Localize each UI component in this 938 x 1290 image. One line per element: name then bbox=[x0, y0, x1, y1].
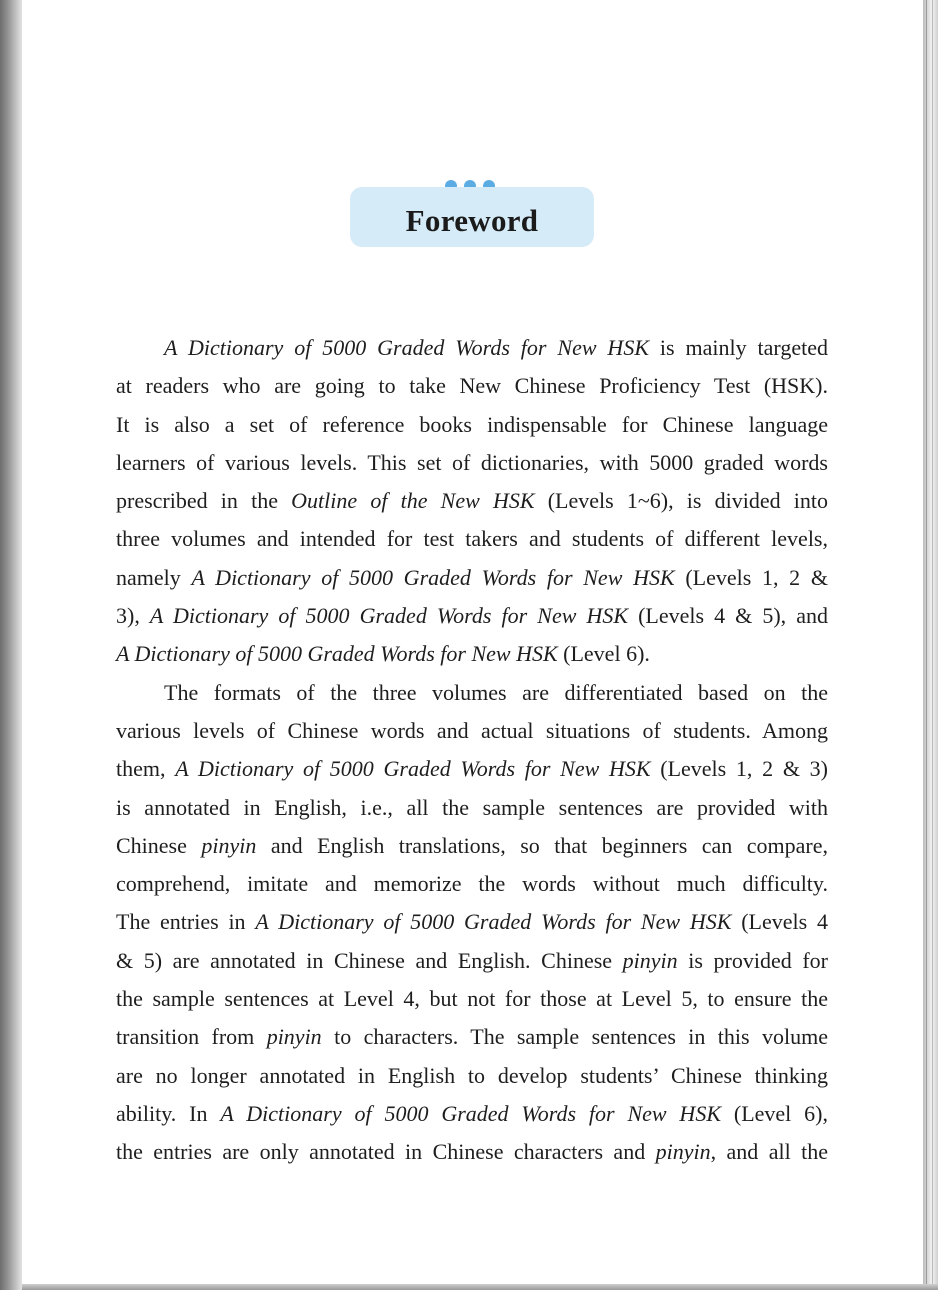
italic-title-text: A Dictionary of 5000 Graded Words for New HSK bbox=[149, 603, 629, 629]
text-line bbox=[116, 1057, 828, 1095]
text-line bbox=[116, 406, 828, 444]
italic-title-text: A Dictionary of 5000 Graded Words for New HSK bbox=[191, 564, 675, 590]
body-text-segment: and English translations, so that beginners can compare, bbox=[256, 832, 828, 858]
text-line bbox=[116, 865, 828, 903]
body-text-segment: Chinese bbox=[116, 832, 202, 858]
text-line bbox=[116, 789, 828, 827]
body-text-segment: 3), bbox=[116, 603, 150, 629]
body-text-segment: The formats of the three volumes are differentiated based on the bbox=[164, 679, 828, 705]
italic-title-text: A Dictionary of 5000 Graded Words for New HSK bbox=[175, 756, 651, 782]
italic-title-text: pinyin bbox=[655, 1139, 711, 1165]
text-line bbox=[116, 712, 828, 750]
text-line bbox=[116, 1095, 828, 1133]
text-line bbox=[116, 1018, 828, 1056]
body-text-segment: & 5) are annotated in Chinese and English. Chinese bbox=[116, 947, 623, 973]
body-text-segment: various levels of Chinese words and actual situations of students. Among bbox=[116, 717, 828, 743]
text-line bbox=[116, 1133, 828, 1171]
body-text-segment: to characters. The sample sentences in this volume bbox=[321, 1024, 828, 1050]
body-text-segment: (Levels 1~6), is divided into bbox=[534, 488, 829, 514]
body-text-segment: learners of various levels. This set of dictionaries, with 5000 graded words bbox=[116, 449, 828, 475]
body-text-segment: (Levels 1, 2 & 3) bbox=[650, 756, 828, 782]
body-text-segment: the sample sentences at Level 4, but not for those at Level 5, to ensure the bbox=[116, 986, 828, 1012]
body-text-segment: comprehend, imitate and memorize the words without much difficulty. bbox=[116, 871, 828, 897]
body-text-segment: namely bbox=[116, 564, 192, 590]
body-text-segment: The entries in bbox=[116, 909, 256, 935]
italic-title-text: pinyin bbox=[622, 947, 678, 973]
body-text-segment: (Level 6), bbox=[721, 1100, 828, 1126]
body-text-segment: three volumes and intended for test takers and students of different levels, bbox=[116, 526, 828, 552]
heading-box bbox=[350, 187, 594, 247]
italic-title-text: pinyin bbox=[266, 1024, 322, 1050]
foreword-body bbox=[116, 329, 828, 1172]
page-stack-edge bbox=[923, 0, 938, 1290]
page-bottom-edge bbox=[22, 1284, 938, 1290]
body-text-segment: (Levels 4 & 5), and bbox=[628, 603, 829, 629]
italic-title-text: A Dictionary of 5000 Graded Words for New HSK bbox=[164, 335, 649, 360]
body-text-segment: transition from bbox=[116, 1024, 267, 1050]
text-line bbox=[116, 520, 828, 558]
text-line bbox=[116, 444, 828, 482]
text-line bbox=[116, 980, 828, 1018]
text-line bbox=[116, 329, 828, 367]
italic-title-text: A Dictionary of 5000 Graded Words for New HSK bbox=[220, 1100, 721, 1126]
text-line bbox=[116, 674, 828, 712]
body-text-segment: It is also a set of reference books indispensable for Chinese language bbox=[116, 411, 828, 437]
text-line bbox=[116, 635, 828, 673]
body-text-segment: is mainly targeted bbox=[649, 335, 828, 360]
text-line bbox=[116, 597, 828, 635]
body-text-segment: is annotated in English, i.e., all the sample sentences are provided with bbox=[116, 794, 828, 820]
italic-title-text: pinyin bbox=[201, 832, 257, 858]
body-text-segment: (Level 6). bbox=[557, 641, 650, 667]
text-line bbox=[116, 750, 828, 788]
italic-title-text: Outline of the New HSK bbox=[291, 488, 535, 514]
text-line bbox=[116, 942, 828, 980]
body-text-segment: the entries are only annotated in Chinese characters and bbox=[116, 1139, 656, 1165]
body-text-segment: is provided for bbox=[677, 947, 828, 973]
body-text-segment: , and all the bbox=[710, 1139, 828, 1165]
text-line bbox=[116, 482, 828, 520]
body-text-segment: (Levels 4 bbox=[731, 909, 828, 935]
text-line bbox=[116, 827, 828, 865]
text-line bbox=[116, 559, 828, 597]
body-text-segment: prescribed in the bbox=[116, 488, 292, 514]
text-line bbox=[116, 367, 828, 405]
body-text-segment: ability. In bbox=[116, 1100, 221, 1126]
text-line bbox=[116, 903, 828, 941]
body-text-segment: (Levels 1, 2 & bbox=[674, 564, 828, 590]
page-title: Foreword bbox=[405, 203, 539, 238]
body-text-segment: them, bbox=[116, 756, 176, 782]
body-text-segment: at readers who are going to take New Chinese Proficiency Test (HSK). bbox=[116, 373, 828, 399]
body-text-segment: are no longer annotated in English to develop students’ Chinese thinking bbox=[116, 1062, 828, 1088]
italic-title-text: A Dictionary of 5000 Graded Words for New HSK bbox=[116, 641, 558, 667]
italic-title-text: A Dictionary of 5000 Graded Words for New HSK bbox=[255, 909, 732, 935]
